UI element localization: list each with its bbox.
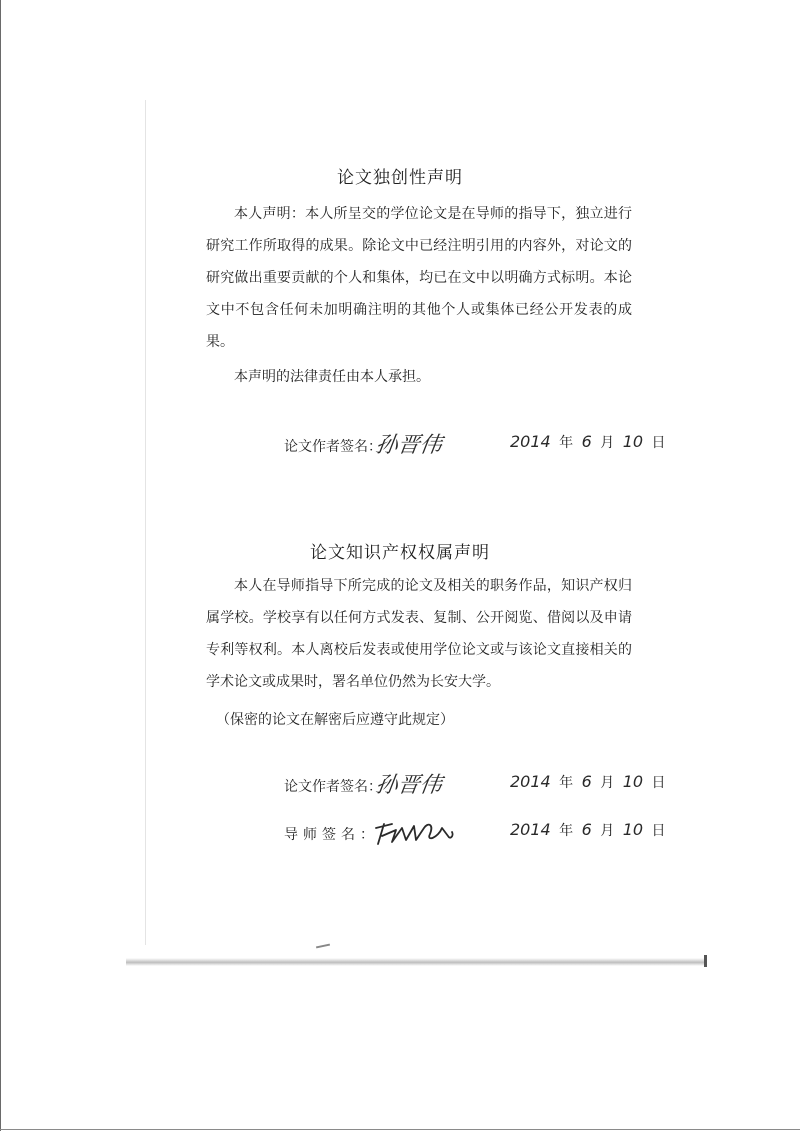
date-year: 2014 (510, 820, 551, 839)
date-day: 10 (622, 820, 644, 839)
ip-declaration-title: 论文知识产权权属声明 (310, 543, 490, 563)
author-handwritten-signature-2: 孙晋伟 (373, 773, 444, 798)
legal-responsibility-paragraph: 本声明的法律责任由本人承担。 (234, 369, 430, 385)
advisor-signature-label: 导师签名： (284, 827, 379, 843)
scan-corner-mark (704, 955, 707, 967)
signature-date (510, 432, 670, 452)
author-handwritten-signature: 孙晋伟 (373, 433, 444, 458)
date-year-unit: 年 (559, 775, 574, 791)
advisor-signature-row (0, 818, 800, 848)
author-signature-row (0, 430, 800, 460)
page-bottom-border (0, 1129, 800, 1130)
date-year-unit: 年 (559, 435, 574, 451)
date-month: 6 (581, 772, 592, 791)
advisor-handwritten-signature (372, 814, 458, 848)
confidentiality-note: （保密的论文在解密后应遵守此规定） (216, 712, 454, 728)
signature-date-2 (510, 772, 670, 792)
date-day: 10 (622, 772, 644, 791)
author-signature-row-2 (0, 770, 800, 800)
advisor-signature-date (510, 820, 670, 840)
date-year: 2014 (510, 772, 551, 791)
ip-declaration-paragraph: 本人在导师指导下所完成的论文及相关的职务作品，知识产权归属学校。学校享有以任何方式发表、复制、公开阅览、借阅以及申请专利等权利。本人离校后发表或使用学位论文或与该论文直接相关的学术论文或成果时，署名单位仍然为长安大学。 (206, 578, 632, 690)
date-year: 2014 (510, 432, 551, 451)
date-day: 10 (622, 432, 644, 451)
author-signature-label-2: 论文作者签名： (284, 779, 382, 795)
date-month-unit: 月 (600, 775, 615, 791)
scan-dust-mark (316, 944, 330, 949)
author-signature-label: 论文作者签名： (284, 439, 382, 455)
date-day-unit: 日 (651, 435, 666, 451)
originality-declaration-title: 论文独创性声明 (337, 168, 463, 188)
date-month: 6 (581, 820, 592, 839)
date-year-unit: 年 (559, 823, 574, 839)
date-day-unit: 日 (651, 823, 666, 839)
date-month-unit: 月 (600, 435, 615, 451)
scan-bottom-shadow (126, 958, 706, 966)
date-month-unit: 月 (600, 823, 615, 839)
date-day-unit: 日 (651, 775, 666, 791)
originality-declaration-paragraph: 本人声明：本人所呈交的学位论文是在导师的指导下，独立进行研究工作所取得的成果。除论文中已经注明引用的内容外，对论文的研究做出重要贡献的个人和集体，均已在文中以明确方式标明。本论文中不包含任何未加明确注明的其他个人或集体已经公开发表的成果。 (206, 206, 632, 350)
date-month: 6 (581, 432, 592, 451)
